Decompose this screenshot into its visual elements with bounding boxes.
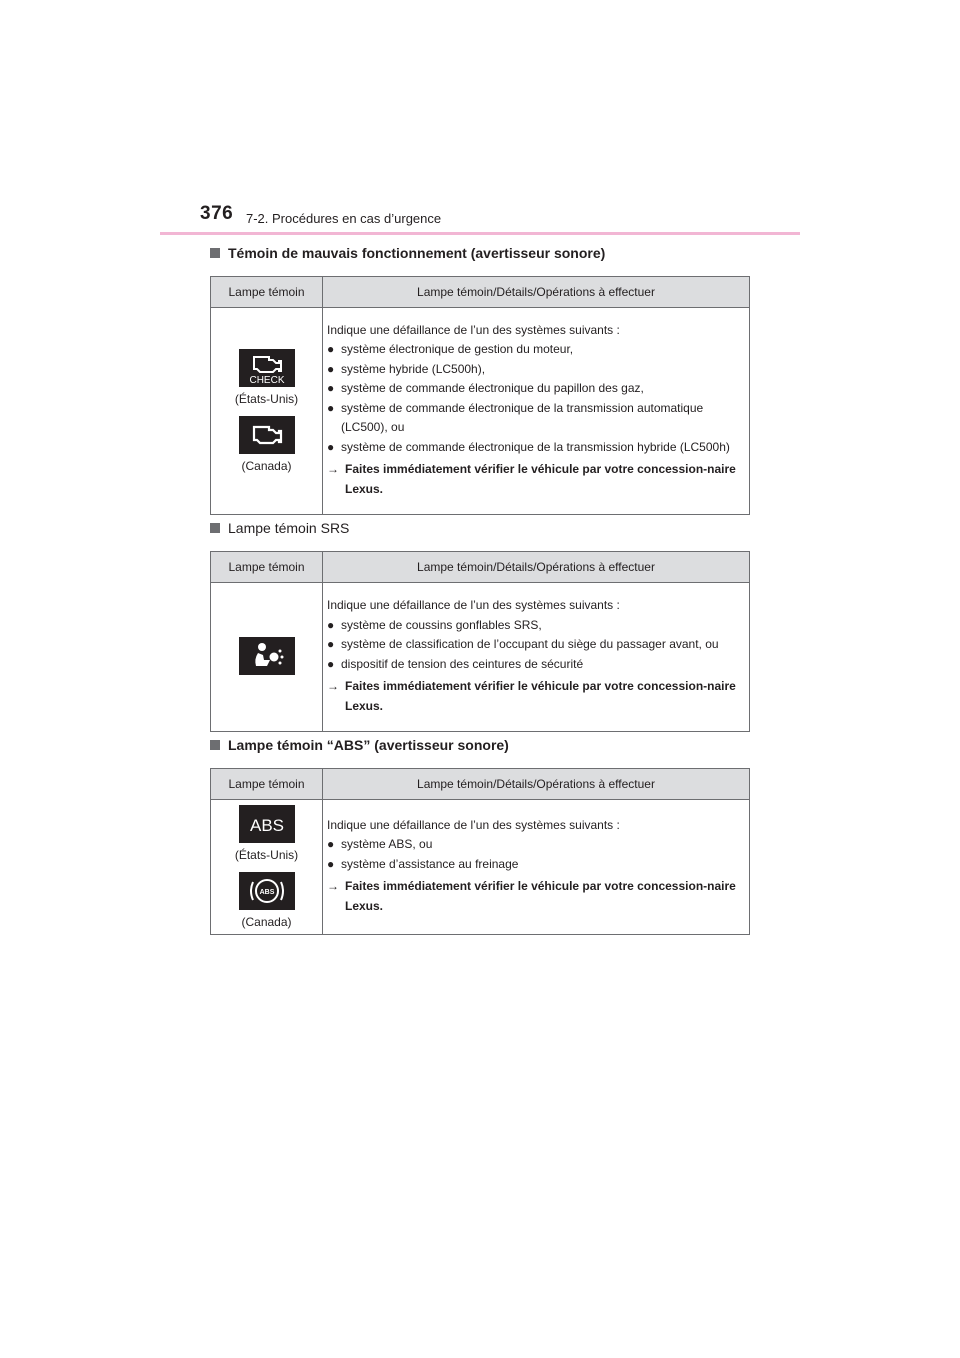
list-item [327,379,743,399]
bullet-icon: ● [327,637,335,651]
list-item [327,835,743,855]
abs-table [210,768,750,935]
list-item [327,655,743,675]
action-text [327,677,743,716]
list-item [327,616,743,636]
section-heading-malfunction [210,245,605,261]
bullet-icon: ● [327,342,335,357]
lamp-icons-cell [211,800,323,935]
header-rule [160,232,800,235]
abs-icon [239,805,295,843]
action-text-content: Faites immédiatement vérifier le véhicule par votre concession-naire Lexus. [345,879,736,913]
list-item [327,399,743,438]
abs-circle-label: ABS [259,889,274,896]
section-heading-srs [210,520,349,536]
details-cell [323,308,750,515]
bullet-icon: ● [327,617,335,632]
column-header-lamp: Lampe témoin [211,552,323,583]
bullet-icon: ● [327,361,335,376]
intro-text: Indique une défaillance de l’un des systèmes suivants : [327,817,620,832]
action-text-content: Faites immédiatement vérifier le véhicule par votre concession-naire Lexus. [345,679,736,713]
engine-icon [239,416,295,454]
bullet-icon: ● [327,837,335,852]
bullet-icon: ● [327,656,335,671]
list-item-text: dispositif de tension des ceintures de sécurité [341,656,584,671]
page-number: 376 [200,203,234,224]
section-heading-text: Lampe témoin SRS [228,520,350,536]
list-item-text: système de commande électronique du papillon des gaz, [341,381,644,396]
lamp-icons-cell [211,583,323,732]
icon-caption-canada: (Canada) [241,915,292,929]
list-item-text: système de classification de l’occupant du siège du passager avant, ou [341,637,719,651]
intro-text: Indique une défaillance de l’un des systèmes suivants : [327,598,620,612]
list-item-text: système de commande électronique de la transmission automatique (LC500), ou [341,400,704,435]
airbag-icon [239,637,295,675]
column-header-details: Lampe témoin/Détails/Opérations à effectuer [323,552,750,583]
abs-circle-icon [239,872,295,910]
section-heading-text: Lampe témoin “ABS” (avertisseur sonore) [228,737,509,753]
list-item-text: système ABS, ou [341,837,433,852]
list-item [327,438,743,458]
lamp-icons-cell [211,308,323,515]
check-engine-icon [239,349,295,387]
bullet-icon: ● [327,439,335,454]
action-text [327,877,743,916]
check-label: CHECK [248,375,285,386]
column-header-details: Lampe témoin/Détails/Opérations à effectuer [323,277,750,308]
section-heading-abs [210,737,509,753]
icon-caption-canada: (Canada) [241,459,292,473]
list-item [327,340,743,360]
action-text [327,460,743,499]
arrow-icon: → [327,679,339,693]
intro-text: Indique une défaillance de l’un des systèmes suivants : [327,322,620,337]
details-cell [323,800,750,935]
icon-caption-usa: (États-Unis) [234,392,299,406]
bullet-icon: ● [327,856,335,871]
action-text-content: Faites immédiatement vérifier le véhicule par votre concession-naire Lexus. [345,462,736,496]
section-title: 7-2. Procédures en cas d’urgence [246,211,442,226]
icon-caption-usa: (États-Unis) [234,848,299,862]
list-item [327,855,743,875]
list-item-text: système de commande électronique de la transmission hybride (LC500h) [341,439,730,454]
square-bullet-icon [210,523,220,533]
list-item-text: système électronique de gestion du moteur, [341,342,574,357]
column-header-details: Lampe témoin/Détails/Opérations à effectuer [323,769,750,800]
list-item-text: système hybride (LC500h), [341,361,486,376]
section-heading-text: Témoin de mauvais fonctionnement (avertisseur sonore) [228,245,606,261]
column-header-lamp: Lampe témoin [211,277,323,308]
list-item [327,360,743,380]
abs-label: ABS [249,816,284,835]
arrow-icon: → [327,462,339,477]
bullet-icon: ● [327,381,335,396]
list-item [327,635,743,655]
malfunction-table [210,276,750,515]
list-item-text: système d’assistance au freinage [341,856,519,871]
arrow-icon: → [327,879,339,894]
details-cell [323,583,750,732]
square-bullet-icon [210,740,220,750]
list-item-text: système de coussins gonflables SRS, [341,617,542,632]
bullet-icon: ● [327,400,335,415]
column-header-lamp: Lampe témoin [211,769,323,800]
srs-table [210,551,750,732]
square-bullet-icon [210,248,220,258]
